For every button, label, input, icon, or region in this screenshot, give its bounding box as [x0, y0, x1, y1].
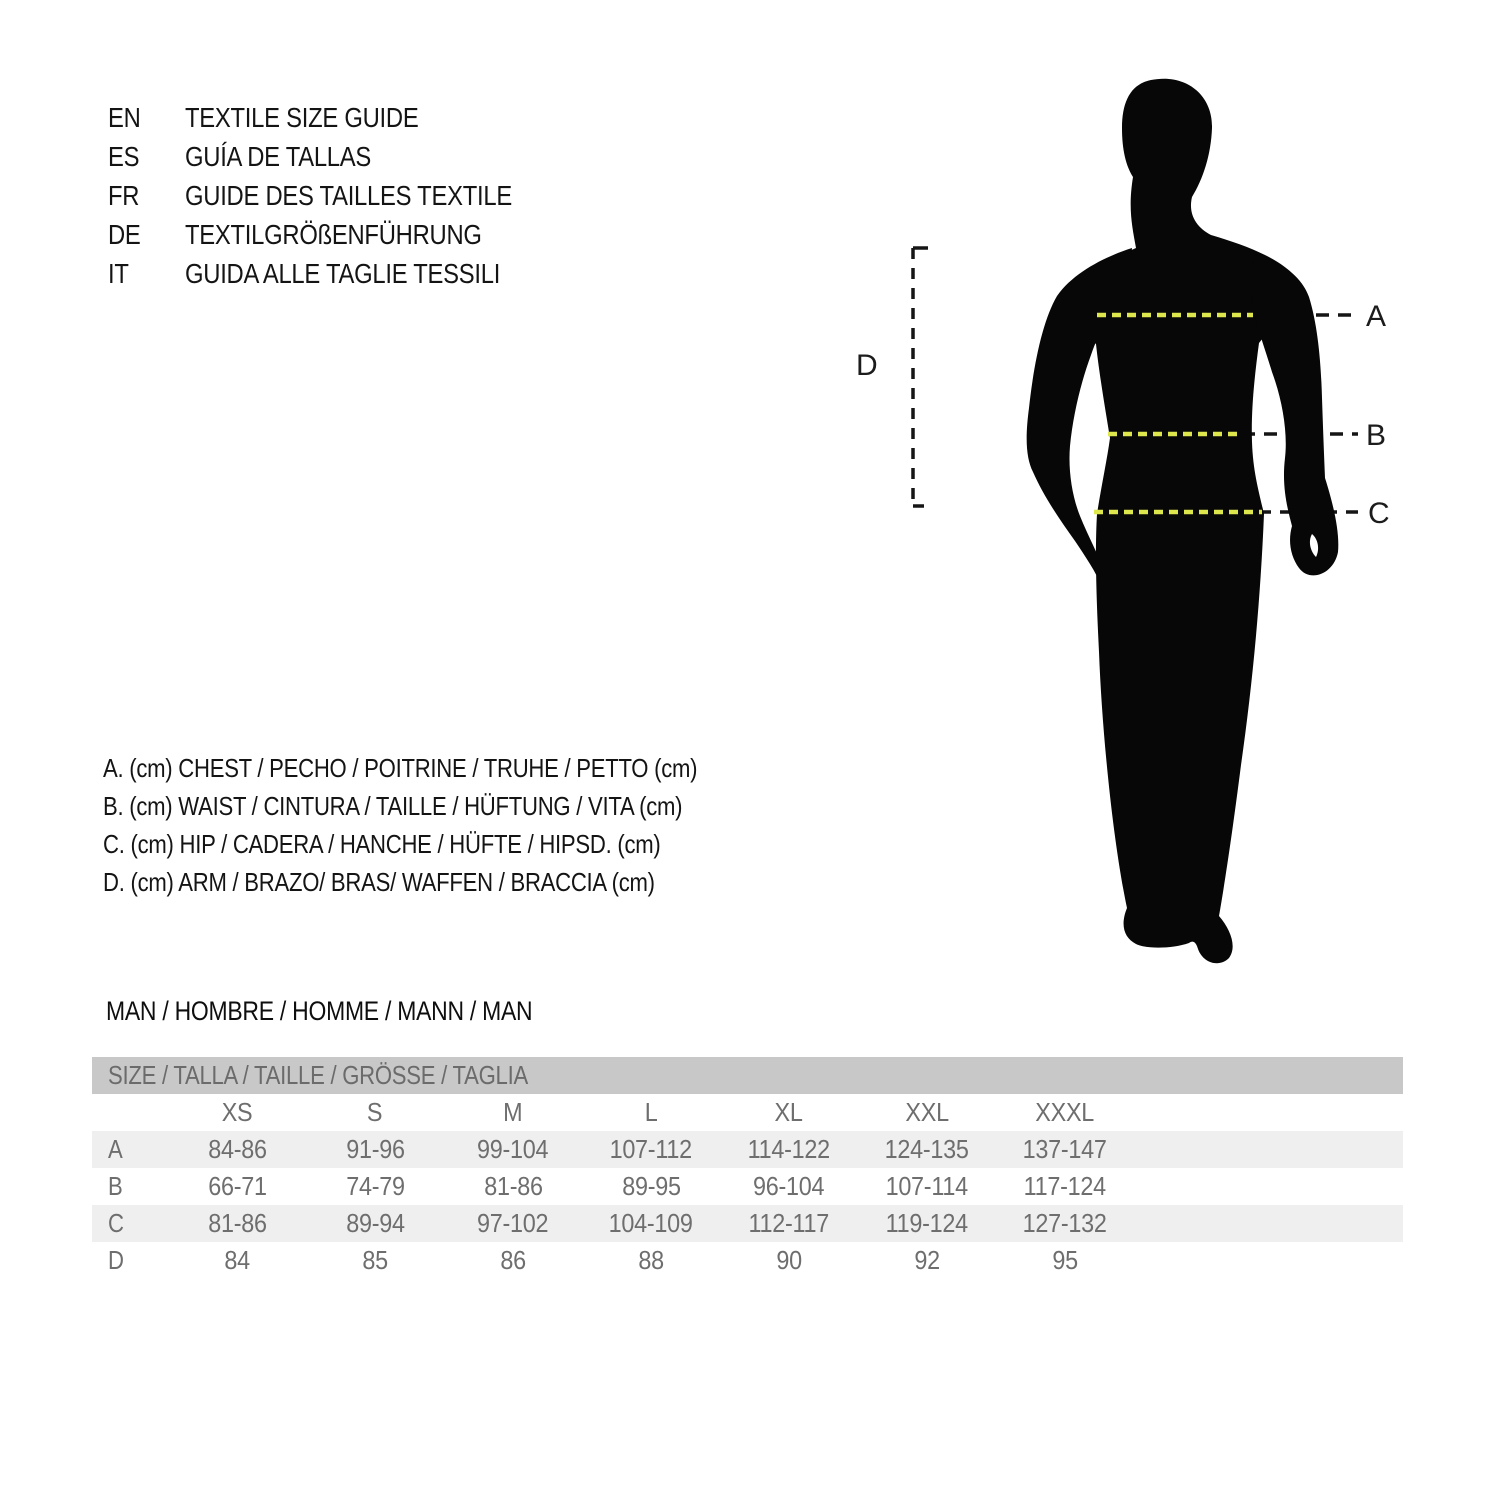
arm-length-line: [913, 248, 928, 506]
language-code: FR: [108, 179, 140, 211]
body-shape: [1055, 79, 1303, 964]
table-cell: 66-71: [207, 1171, 267, 1201]
label-hip-c: C: [1368, 497, 1390, 530]
legend-text: C. (cm) HIP / CADERA / HANCHE / HÜFTE / HIPSD. (cm): [103, 828, 661, 859]
table-cell: 127-132: [1022, 1208, 1107, 1238]
row-label: C: [108, 1208, 124, 1238]
row-label: B: [108, 1171, 123, 1201]
table-cell: 104-109: [608, 1208, 693, 1238]
table-cell: 88: [638, 1245, 664, 1275]
guide-title: GUIDA ALLE TAGLIE TESSILI: [185, 257, 501, 289]
row-label: D: [108, 1245, 124, 1275]
column-header: XXL: [905, 1097, 949, 1127]
row-label: A: [108, 1134, 123, 1164]
table-cell: 97-102: [477, 1208, 549, 1238]
table-cell: 107-112: [609, 1134, 693, 1164]
table-cell: 112-117: [748, 1208, 830, 1238]
language-code: IT: [108, 257, 129, 289]
table-cell: 99-104: [477, 1134, 549, 1164]
table-header-bar: [92, 1057, 1403, 1094]
guide-title: GUIDE DES TAILLES TEXTILE: [185, 179, 512, 211]
legend-text: D. (cm) ARM / BRAZO/ BRAS/ WAFFEN / BRACCIA (cm): [103, 866, 655, 897]
table-cell: 119-124: [885, 1208, 969, 1238]
table-cell: 81-86: [483, 1171, 543, 1201]
column-header: M: [503, 1097, 523, 1127]
table-cell: 90: [776, 1245, 802, 1275]
label-waist-b: B: [1366, 419, 1386, 452]
column-header: L: [644, 1097, 658, 1127]
label-chest-a: A: [1366, 300, 1386, 333]
size-table: [92, 1057, 1403, 1279]
table-cell: 84-86: [207, 1134, 267, 1164]
table-cell: 137-147: [1022, 1134, 1107, 1164]
language-code: DE: [108, 218, 141, 250]
language-code: ES: [108, 140, 140, 172]
table-row-waist: [92, 1168, 1403, 1205]
column-header: S: [367, 1097, 383, 1127]
section-title: [106, 996, 608, 1027]
table-cell: 91-96: [345, 1134, 405, 1164]
table-cell: 85: [362, 1245, 388, 1275]
list-item: [108, 215, 570, 254]
language-code: EN: [108, 101, 141, 133]
section-title-text: MAN / HOMBRE / HOMME / MANN / MAN: [106, 996, 533, 1026]
man-silhouette-figure: [830, 60, 1410, 990]
language-title-list: [108, 98, 570, 293]
table-cell: 107-114: [885, 1171, 969, 1201]
man-silhouette: [1027, 79, 1339, 964]
table-header-text: SIZE / TALLA / TAILLE / GRÖSSE / TAGLIA: [108, 1060, 528, 1090]
legend-text: A. (cm) CHEST / PECHO / POITRINE / TRUHE / PETTO (cm): [103, 752, 698, 783]
table-cell: 95: [1052, 1245, 1078, 1275]
legend-text: B. (cm) WAIST / CINTURA / TAILLE / HÜFTUNG / VITA (cm): [103, 790, 683, 821]
table-cell: 117-124: [1023, 1171, 1107, 1201]
table-cell: 92: [914, 1245, 940, 1275]
column-header: XL: [774, 1097, 804, 1127]
table-cell: 89-95: [621, 1171, 681, 1201]
table-cell: 114-122: [747, 1134, 831, 1164]
label-arm-d: D: [856, 349, 878, 382]
table-cell: 81-86: [207, 1208, 267, 1238]
table-cell: 84: [224, 1245, 250, 1275]
table-row-chest: [92, 1131, 1403, 1168]
legend-line-hip: [103, 825, 802, 863]
table-cell: 96-104: [753, 1171, 825, 1201]
list-item: [108, 176, 570, 215]
guide-title: GUÍA DE TALLAS: [185, 140, 372, 172]
table-cell: 86: [500, 1245, 526, 1275]
table-cell: 124-135: [884, 1134, 969, 1164]
column-header: XS: [221, 1097, 253, 1127]
table-cell: 89-94: [345, 1208, 405, 1238]
list-item: [108, 98, 570, 137]
measurement-legend: [103, 749, 802, 901]
legend-line-waist: [103, 787, 802, 825]
list-item: [108, 137, 570, 176]
legend-line-chest: [103, 749, 802, 787]
table-row-arm: [92, 1242, 1403, 1279]
column-header: XXXL: [1035, 1097, 1095, 1127]
table-cell: 74-79: [345, 1171, 405, 1201]
legend-line-arm: [103, 863, 802, 901]
list-item: [108, 254, 570, 293]
guide-title: TEXTILGRÖßENFÜHRUNG: [185, 218, 482, 250]
guide-title: TEXTILE SIZE GUIDE: [185, 101, 419, 133]
column-header-row: [92, 1094, 1403, 1131]
right-arm-shape: [1251, 255, 1338, 575]
table-row-hip: [92, 1205, 1403, 1242]
